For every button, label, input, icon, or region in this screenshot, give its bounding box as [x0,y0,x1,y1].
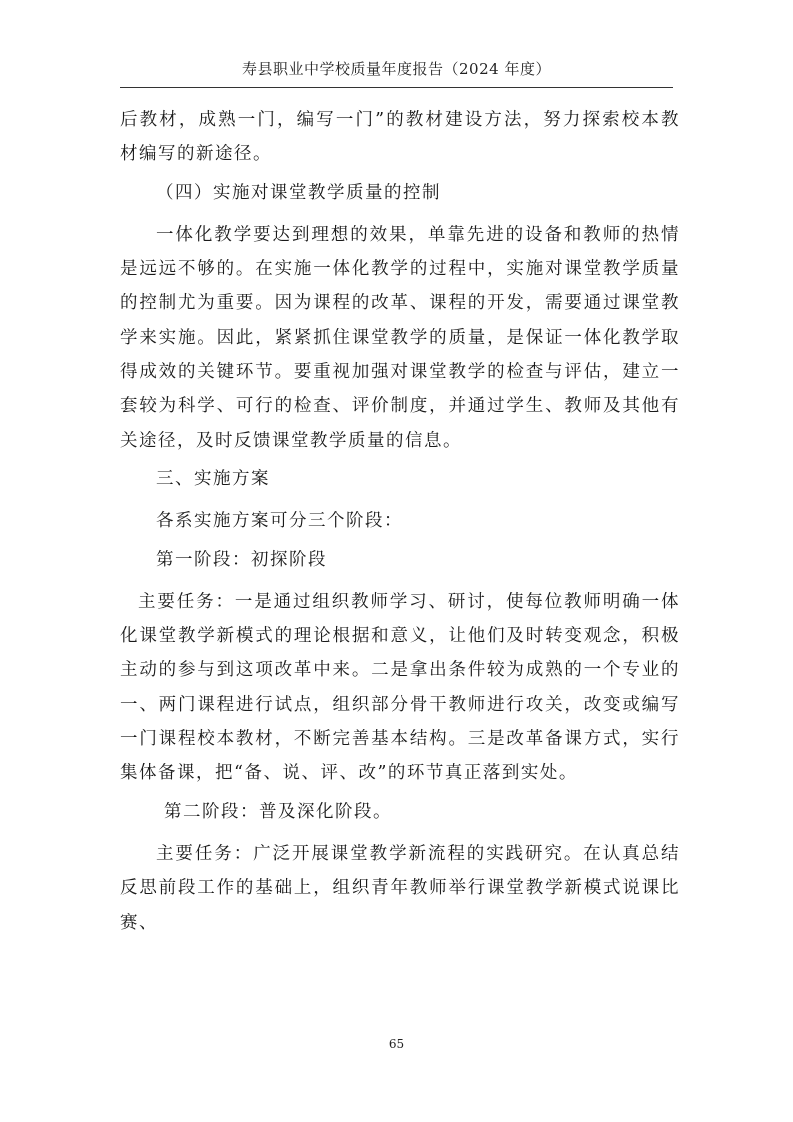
paragraph-stage-two-tasks: 主要任务：广泛开展课堂教学新流程的实践研究。在认真总结反思前段工作的基础上，组织青年教师举行课堂教学新模式说课比赛、 [120,843,680,933]
paragraph-textbook-method: 后教材，成熟一门，编写一门”的教材建设方法，努力探索校本教材编写的新途径。 [120,110,680,165]
body-text [120,103,680,940]
heading-stage-two: 第二阶段：普及深化阶段。 [164,801,392,822]
heading-implementation-plan: 三、实施方案 [156,468,270,489]
page-header: 寿县职业中学校质量年度报告（2024 年度） [242,60,551,78]
paragraph-quality-control: 一体化教学要达到理想的效果，单靠先进的设备和教师的热情是远远不够的。在实施一体化教学的过程中，实施对课堂教学质量的控制尤为重要。因为课程的改革、课程的开发，需要通过课堂教学来实施。因此，紧紧抓住课堂教学的质量，是保证一体化教学取得成效的关键环节。要重视加强对课堂教学的检查与评估，建立一套较为科学、可行的检查、评价制度，并通过学生、教师及其他有关途径，及时反馈课堂教学质量的信息。 [120,224,680,451]
heading-stage-one: 第一阶段：初探阶段 [156,549,327,570]
paragraph-three-stages: 各系实施方案可分三个阶段： [156,511,403,532]
heading-quality-control: （四）实施对课堂教学质量的控制 [156,182,441,203]
page-number: 65 [388,1037,405,1051]
header-divider [120,87,673,88]
paragraph-stage-one-tasks: 主要任务：一是通过组织教师学习、研讨，使每位教师明确一体化课堂教学新模式的理论根据和意义，让他们及时转变观念，积极主动的参与到这项改革中来。二是拿出条件较为成熟的一个专业的一、两门课程进行试点，组织部分骨干教师进行攻关，改变或编写一门课程校本教材，不断完善基本结构。三是改革备课方式，实行集体备课，把“备、说、评、改”的环节真正落到实处。 [120,591,680,784]
